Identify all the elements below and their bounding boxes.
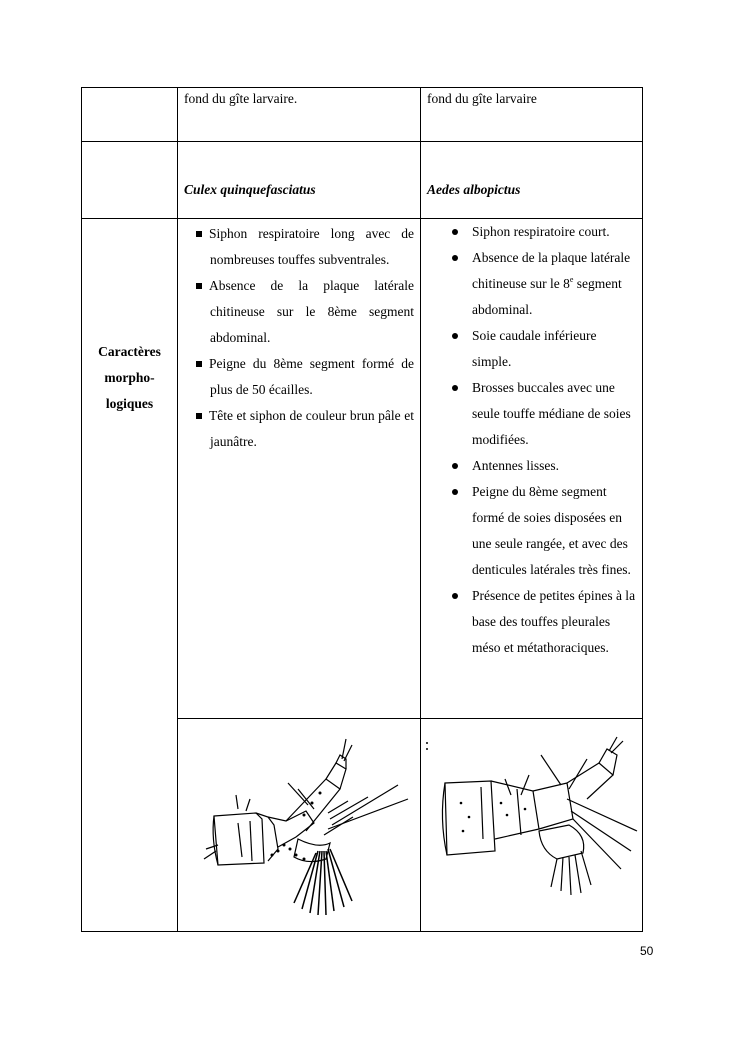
round-bullet-icon xyxy=(452,333,458,339)
square-bullet-icon xyxy=(196,283,202,289)
table-row xyxy=(82,219,643,719)
comparison-table xyxy=(81,87,643,932)
list-item: Antennes lisses. xyxy=(472,453,636,479)
aedes-larva-drawing xyxy=(421,719,643,931)
square-bullet-icon xyxy=(196,413,202,419)
round-bullet-icon xyxy=(452,229,458,235)
page-number: 50 xyxy=(640,944,654,958)
row-label-line: morpho- xyxy=(104,370,155,385)
list-item: Soie caudale inférieure simple. xyxy=(472,323,636,375)
list-item: Peigne du 8ème segment formé de soies disposées en une seule rangée, et avec des denticules latérales très fines. xyxy=(472,479,636,583)
aedes-species-name: Aedes albopictus xyxy=(427,182,521,197)
list-item: Absence de la plaque latérale chitineuse sur le 8ème segment abdominal. xyxy=(210,273,414,351)
list-item: Brosses buccales avec une seule touffe médiane de soies modifiées. xyxy=(472,375,636,453)
empty-cell xyxy=(82,88,178,142)
round-bullet-icon xyxy=(452,489,458,495)
culex-characters-list xyxy=(178,219,420,455)
aedes-characters-list xyxy=(421,219,642,661)
row-label xyxy=(82,219,177,417)
square-bullet-icon xyxy=(196,361,202,367)
row-label-line: logiques xyxy=(105,396,154,411)
round-bullet-icon xyxy=(452,255,458,261)
list-item: Présence de petites épines à la base des touffes pleurales méso et métathoraciques. xyxy=(472,583,636,661)
row-label-line: Caractères xyxy=(98,344,161,359)
superscript: e xyxy=(569,275,574,284)
empty-cell xyxy=(82,142,178,219)
culex-habitat-cell xyxy=(178,88,421,142)
culex-species-cell xyxy=(178,142,421,219)
square-bullet-icon xyxy=(196,231,202,237)
row-label-cell xyxy=(82,219,178,932)
aedes-characters-cell xyxy=(421,219,643,719)
aedes-habitat-text: fond du gîte larvaire xyxy=(427,91,537,106)
list-item: Siphon respiratoire long avec de nombreuses touffes subventrales. xyxy=(210,221,414,273)
culex-characters-cell xyxy=(178,219,421,719)
list-item: Siphon respiratoire court. xyxy=(472,219,636,245)
aedes-habitat-cell xyxy=(421,88,643,142)
culex-species-name: Culex quinquefasciatus xyxy=(184,182,316,197)
list-item: Peigne du 8ème segment formé de plus de 50 écailles. xyxy=(210,351,414,403)
round-bullet-icon xyxy=(452,593,458,599)
table-row xyxy=(82,88,643,142)
list-item: Tête et siphon de couleur brun pâle et jaunâtre. xyxy=(210,403,414,455)
aedes-species-cell xyxy=(421,142,643,219)
table-row xyxy=(82,142,643,219)
round-bullet-icon xyxy=(452,463,458,469)
round-bullet-icon xyxy=(452,385,458,391)
culex-habitat-text: fond du gîte larvaire. xyxy=(184,91,298,106)
list-item: Absence de la plaque latérale chitineuse sur le 8e segment abdominal. xyxy=(472,245,636,323)
aedes-drawing-cell xyxy=(421,719,643,932)
culex-drawing-cell xyxy=(178,719,421,932)
culex-larva-drawing xyxy=(178,719,421,931)
